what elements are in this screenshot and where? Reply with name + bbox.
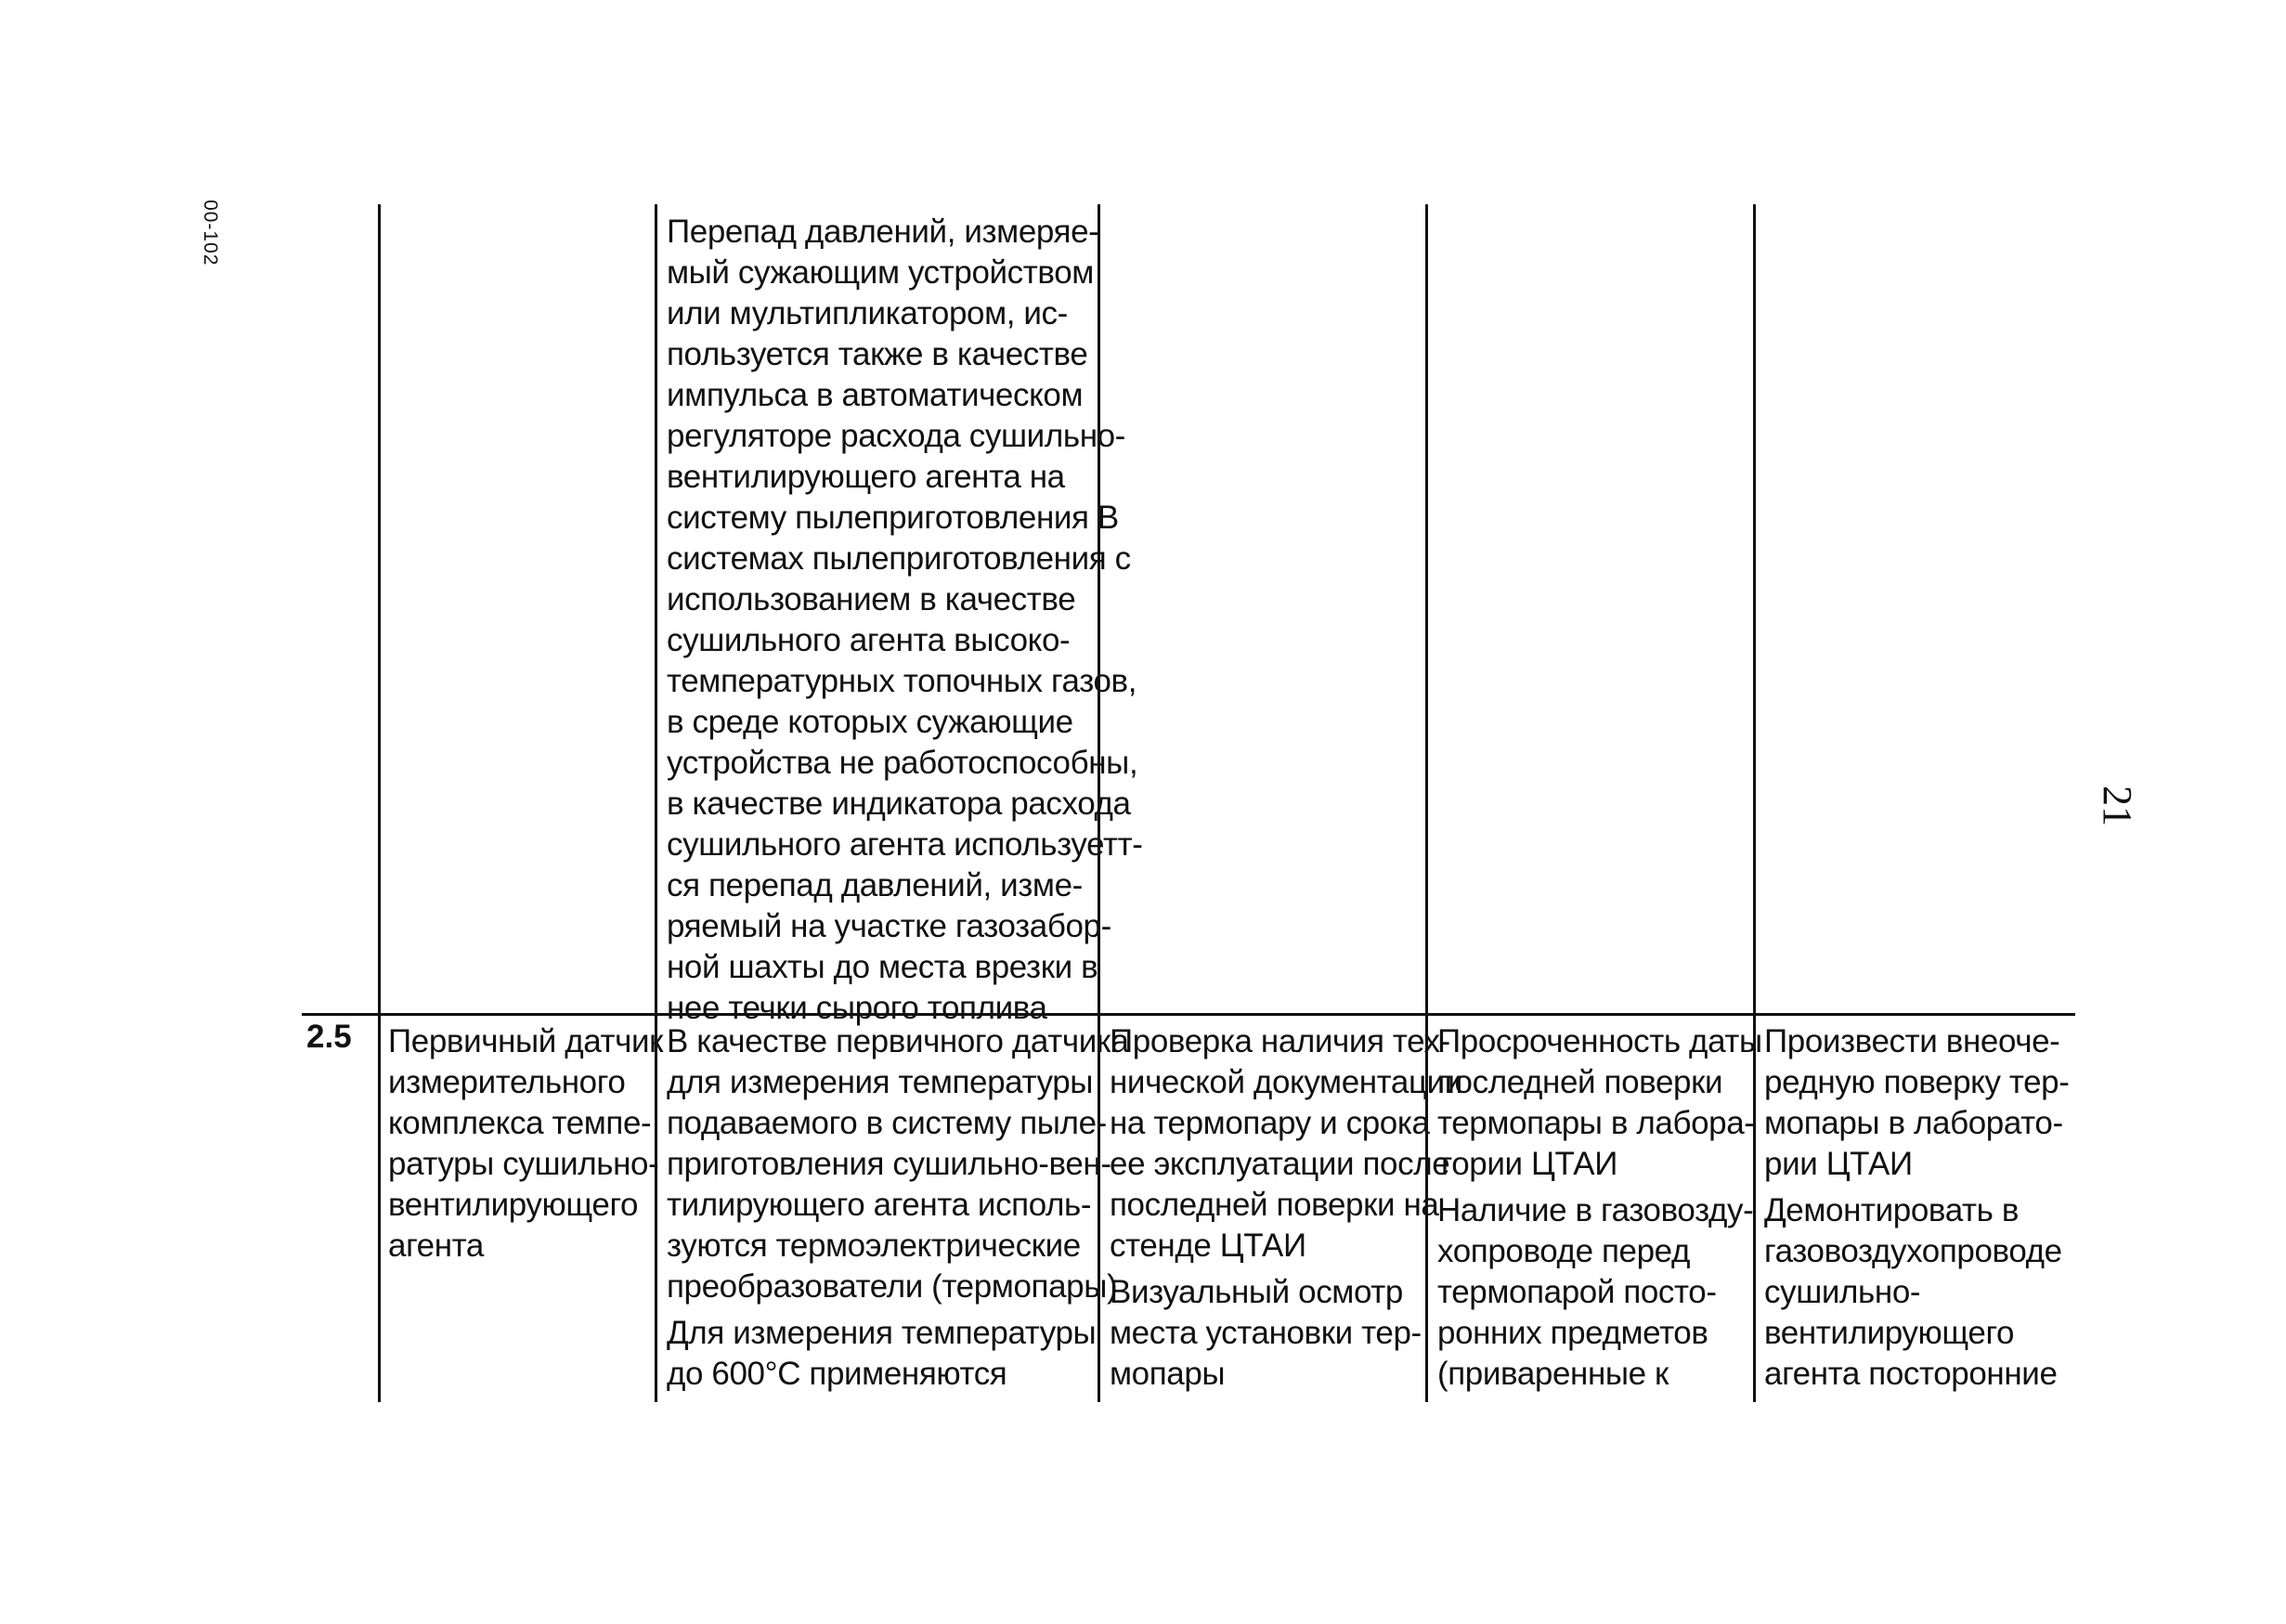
text-line: рии ЦТАИ — [1764, 1146, 1913, 1182]
text-line: в среде которых сужающие — [667, 704, 1073, 740]
text-line: тилирующего агента исполь- — [667, 1187, 1092, 1223]
text-line: или мультипликатором, ис- — [667, 295, 1068, 331]
row-defect-paragraph-1 — [1437, 1021, 1762, 1185]
text-line: Проверка наличия тех- — [1110, 1023, 1450, 1059]
text-line: тории ЦТАИ — [1437, 1146, 1618, 1182]
page-number: 21 — [2095, 786, 2140, 826]
row-defect-paragraph-2 — [1437, 1190, 1753, 1395]
text-line: агента посторонние — [1764, 1356, 2058, 1392]
text-line: использованием в качестве — [667, 581, 1076, 617]
row-check-paragraph-2 — [1110, 1272, 1425, 1395]
text-line: В качестве первичного датчика — [667, 1023, 1129, 1059]
row-name-cell — [388, 1021, 664, 1272]
row-action-cell — [1764, 1021, 2071, 1400]
text-line: мопары в лаборато- — [1764, 1105, 2063, 1141]
text-line: Просроченность даты — [1437, 1023, 1762, 1059]
text-line: вентилирующего агента на — [667, 459, 1065, 495]
text-line: ной шахты до места врезки в — [667, 949, 1098, 985]
row-description-cell — [667, 1021, 1129, 1400]
text-line: преобразователи (термопары) — [667, 1268, 1118, 1305]
text-line: последней поверки — [1437, 1064, 1723, 1100]
document-code: 00-102 — [200, 200, 221, 266]
text-line: хопроводе перед — [1437, 1233, 1690, 1269]
text-line: Демонтировать в — [1764, 1192, 2020, 1228]
text-line: для измерения температуры — [667, 1064, 1094, 1100]
row-check-paragraph-1 — [1110, 1021, 1462, 1267]
text-line: импульса в автоматическом — [667, 377, 1084, 413]
text-line: вентилирующего — [388, 1187, 639, 1223]
text-line: на термопару и срока — [1110, 1105, 1430, 1141]
text-line: последней поверки на — [1110, 1187, 1439, 1223]
text-line: стенде ЦТАИ — [1110, 1228, 1306, 1264]
text-line: нее течки сырого топлива — [667, 990, 1047, 1026]
text-line: приготовления сушильно-вен- — [667, 1146, 1111, 1182]
text-line: ее эксплуатации после — [1110, 1146, 1450, 1182]
text-line: температурных топочных газов, — [667, 663, 1137, 699]
text-line: нической документации — [1110, 1064, 1462, 1100]
text-line: ся перепад давлений, изме- — [667, 867, 1083, 903]
text-line: агента — [388, 1228, 484, 1264]
text-line: вентилирующего — [1764, 1315, 2015, 1351]
row-name-paragraph — [388, 1021, 664, 1267]
text-line: редную поверку тер- — [1764, 1064, 2070, 1100]
text-line: устройства не работоспособны, — [667, 745, 1138, 781]
text-line: систему пылеприготовления В — [667, 500, 1119, 536]
text-line: сушильного агента используетт- — [667, 826, 1143, 863]
continued-description-cell — [667, 212, 1143, 1034]
text-line: до 600°С применяются — [667, 1356, 1007, 1392]
table-col-rule-5 — [1753, 204, 1756, 1402]
text-line: газовоздухопроводе — [1764, 1233, 2062, 1269]
text-line: мопары — [1110, 1356, 1226, 1392]
row-check-cell — [1110, 1021, 1462, 1400]
text-line: Для измерения температуры — [667, 1315, 1097, 1351]
text-line: пользуется также в качестве — [667, 336, 1088, 372]
text-line: в качестве индикатора расхода — [667, 786, 1131, 822]
continued-description-paragraph — [667, 212, 1143, 1029]
text-line: ратуры сушильно- — [388, 1146, 659, 1182]
text-line: подаваемого в систему пыле- — [667, 1105, 1107, 1141]
text-line: измерительного — [388, 1064, 626, 1100]
text-line: термопарой посто- — [1437, 1274, 1717, 1310]
text-line: Первичный датчик — [388, 1023, 664, 1059]
text-line: ряемый на участке газозабор- — [667, 908, 1111, 944]
text-line: термопары в лабора- — [1437, 1105, 1755, 1141]
text-line: системах пылеприготовления с — [667, 540, 1131, 577]
text-line: сушильного агента высоко- — [667, 622, 1071, 658]
text-line: Наличие в газовозду- — [1437, 1192, 1754, 1228]
table-col-rule-1 — [378, 204, 381, 1402]
text-line: ронних предметов — [1437, 1315, 1708, 1351]
text-line: Визуальный осмотр — [1110, 1274, 1403, 1310]
text-line: зуются термоэлектрические — [667, 1228, 1081, 1264]
text-line: сушильно- — [1764, 1274, 1921, 1310]
table-col-rule-2 — [655, 204, 657, 1402]
text-line: места установки тер- — [1110, 1315, 1422, 1351]
row-number: 2.5 — [306, 1019, 352, 1055]
text-line: регуляторе расхода сушильно- — [667, 418, 1125, 454]
row-description-paragraph-1 — [667, 1021, 1129, 1307]
row-defect-cell — [1437, 1021, 1762, 1400]
text-line: Произвести внеоче- — [1764, 1023, 2060, 1059]
text-line: (приваренные к — [1437, 1356, 1669, 1392]
row-description-paragraph-2 — [667, 1313, 1097, 1395]
row-action-paragraph-1 — [1764, 1021, 2071, 1185]
row-action-paragraph-2 — [1764, 1190, 2071, 1395]
text-line: комплекса темпе- — [388, 1105, 652, 1141]
text-line: мый сужающим устройством — [667, 254, 1094, 291]
text-line: Перепад давлений, измеряе- — [667, 214, 1099, 250]
table-row-rule — [302, 1013, 2075, 1016]
